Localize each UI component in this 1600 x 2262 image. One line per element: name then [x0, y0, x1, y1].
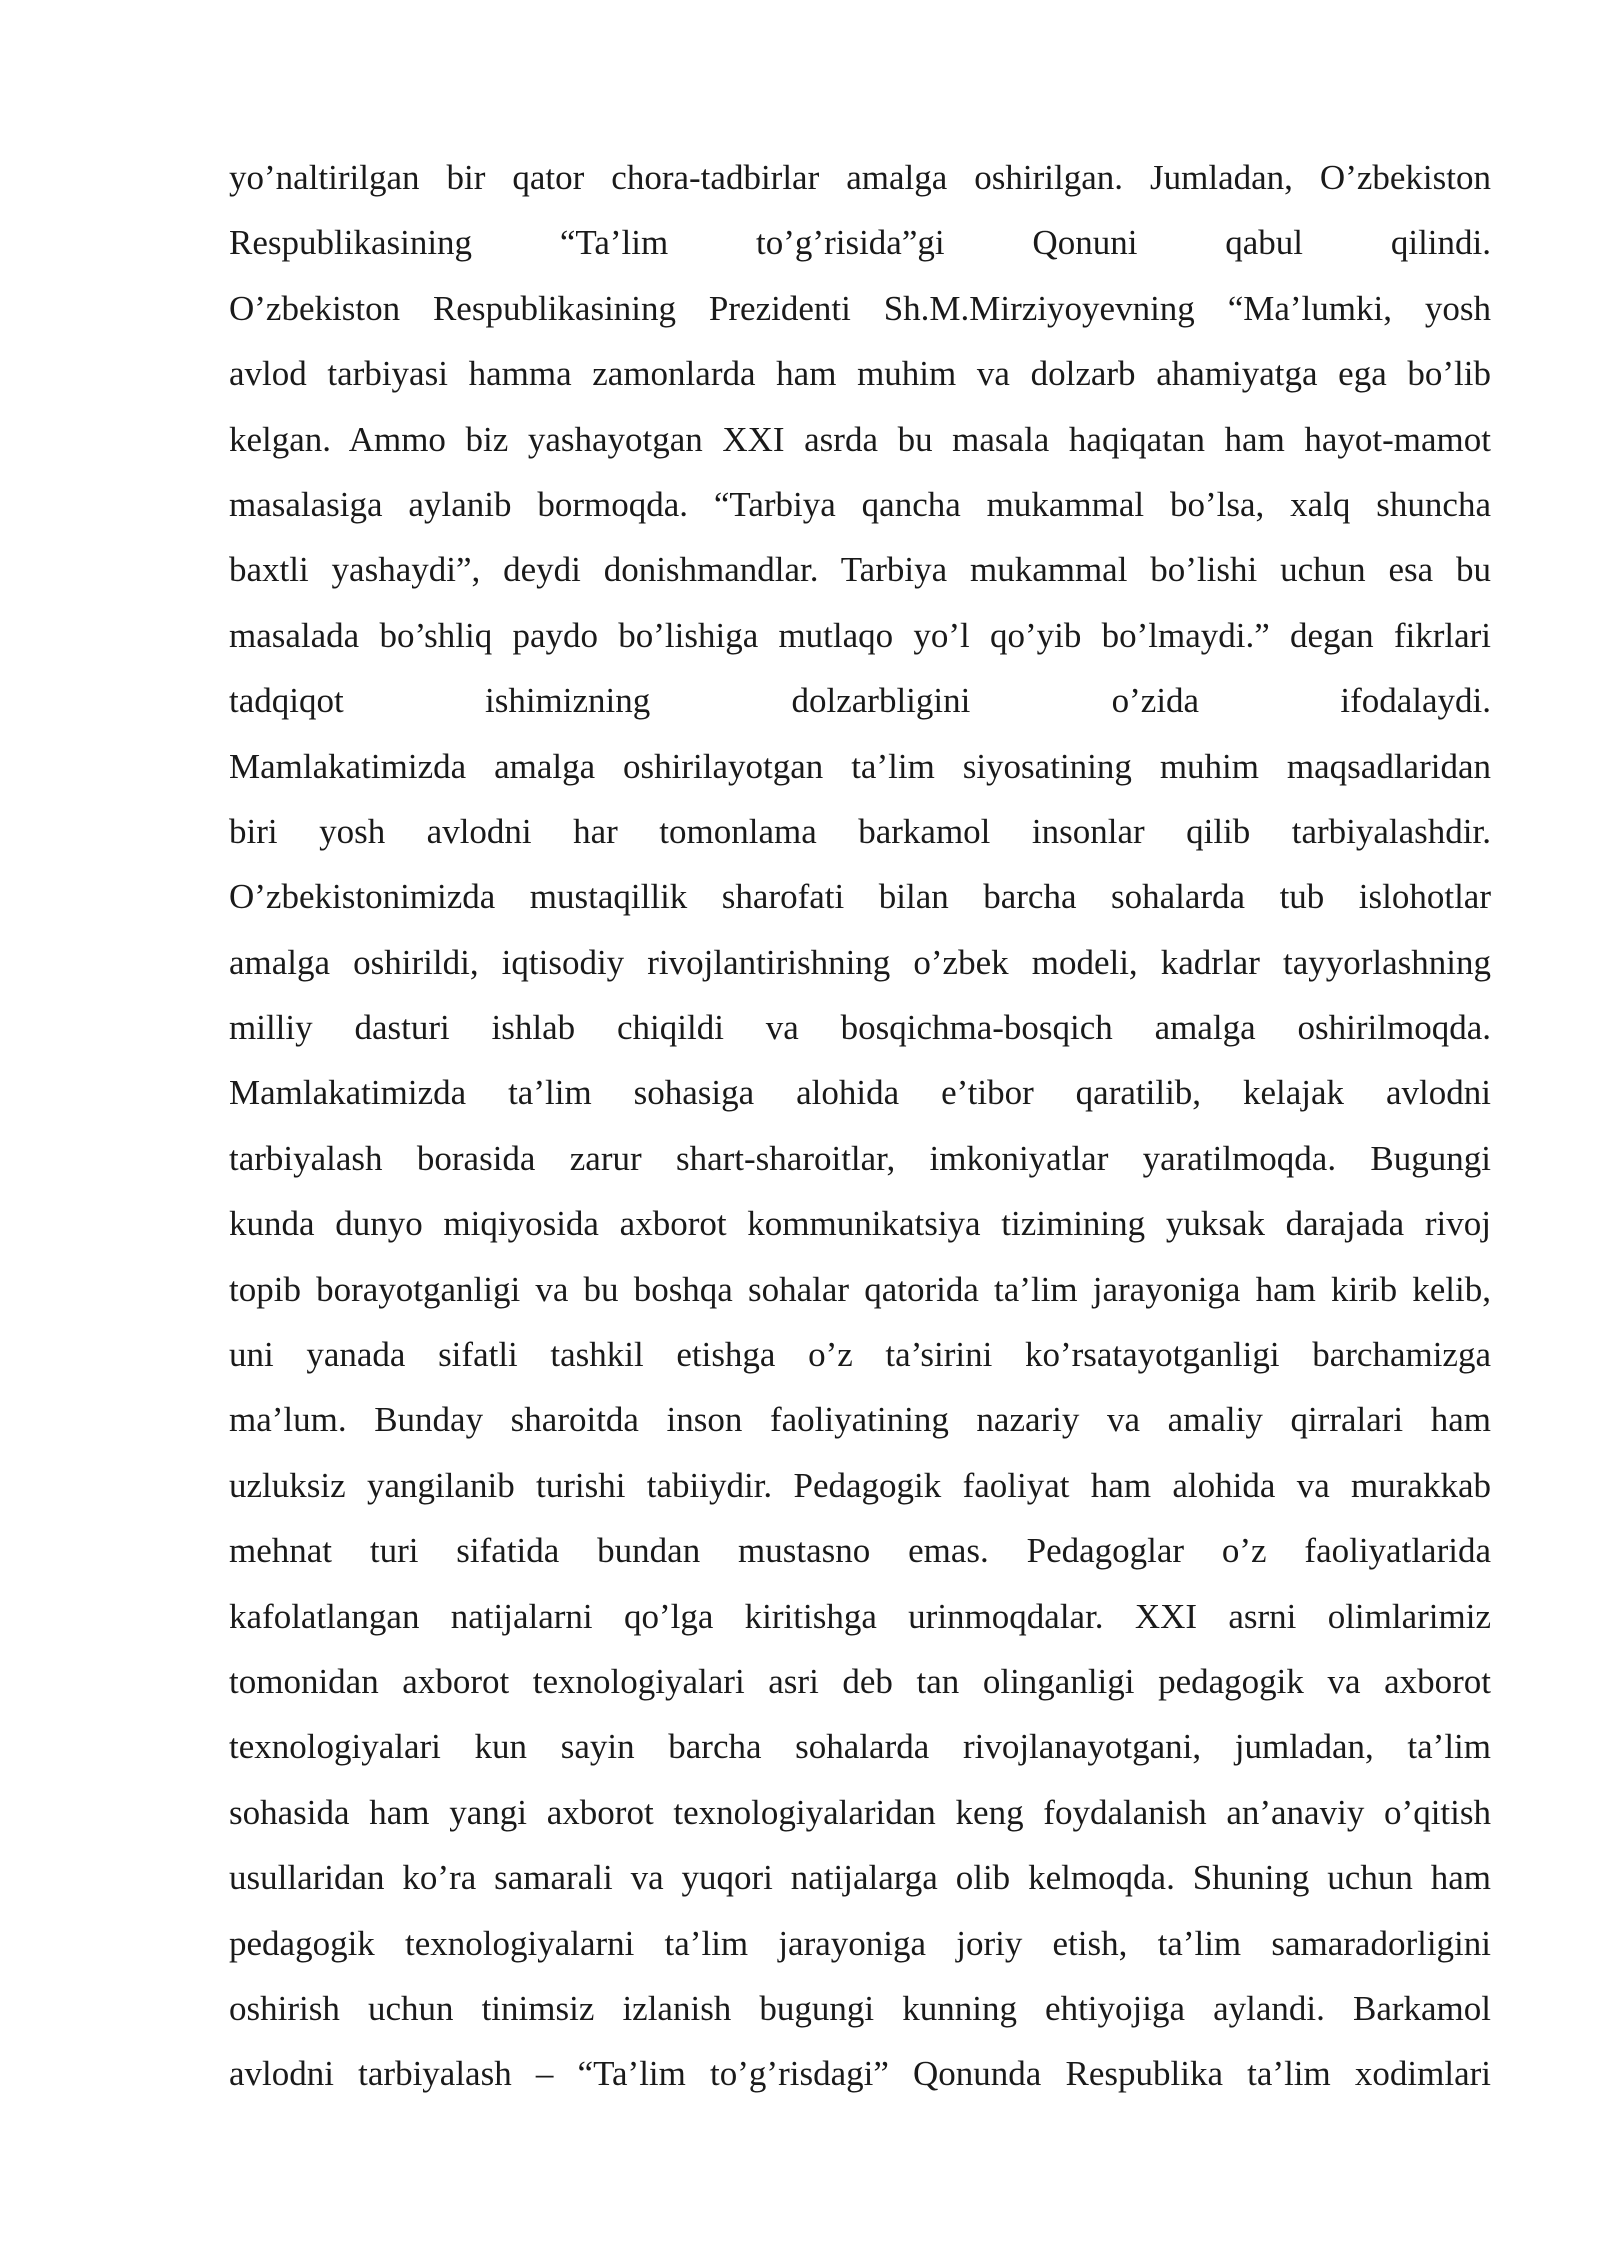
text-line: Mamlakatimizda ta’lim sohasiga alohida e’tibor qaratilib, kelajak avlodni [229, 1073, 1491, 1113]
text-line: avlod tarbiyasi hamma zamonlarda ham muhim va dolzarb ahamiyatga ega bo’lib [229, 354, 1491, 394]
document-body [229, 145, 1491, 2107]
text-line: ma’lum. Bunday sharoitda inson faoliyatining nazariy va amaliy qirralari ham [229, 1400, 1491, 1440]
text-line: tadqiqot ishimizning dolzarbligini o’zida ifodalaydi. [229, 681, 1491, 721]
text-line: kunda dunyo miqiyosida axborot kommunikatsiya tizimining yuksak darajada rivoj [229, 1204, 1491, 1244]
text-line: yo’naltirilgan bir qator chora-tadbirlar amalga oshirilgan. Jumladan, O’zbekiston [229, 158, 1491, 197]
text-line: oshirish uchun tinimsiz izlanish bugungi kunning ehtiyojiga aylandi. Barkamol [229, 1988, 1491, 2028]
text-line: tomonidan axborot texnologiyalari asri deb tan olinganligi pedagogik va axborot [229, 1661, 1491, 1701]
text-line: masalasiga aylanib bormoqda. “Tarbiya qancha mukammal bo’lsa, xalq shuncha [229, 484, 1491, 524]
text-line: masalada bo’shliq paydo bo’lishiga mutlaqo yo’l qo’yib bo’lmaydi.” degan fikrlari [229, 615, 1491, 655]
text-line: biri yosh avlodni har tomonlama barkamol insonlar qilib tarbiyalashdir. [229, 811, 1491, 851]
text-line: Mamlakatimizda amalga oshirilayotgan ta’lim siyosatining muhim maqsadlaridan [229, 746, 1491, 786]
text-line: kelgan. Ammo biz yashayotgan XXI asrda bu masala haqiqatan ham hayot-mamot [229, 419, 1491, 459]
text-line: usullaridan ko’ra samarali va yuqori natijalarga olib kelmoqda. Shuning uchun ham [229, 1858, 1491, 1898]
text-line: Respublikasining “Ta’lim to’g’risida”gi Qonuni qabul qilindi. [229, 223, 1491, 263]
text-line: pedagogik texnologiyalarni ta’lim jarayoniga joriy etish, ta’lim samaradorligini [229, 1923, 1491, 1963]
text-line: mehnat turi sifatida bundan mustasno emas. Pedagoglar o’z faoliyatlarida [229, 1531, 1491, 1571]
text-line: milliy dasturi ishlab chiqildi va bosqichma-bosqich amalga oshirilmoqda. [229, 1008, 1491, 1048]
text-line: topib borayotganligi va bu boshqa sohalar qatorida ta’lim jarayoniga ham kirib kelib, [229, 1269, 1491, 1309]
text-line: sohasida ham yangi axborot texnologiyalaridan keng foydalanish an’anaviy o’qitish [229, 1792, 1491, 1832]
text-line: O’zbekistonimizda mustaqillik sharofati bilan barcha sohalarda tub islohotlar [229, 877, 1491, 917]
text-line: baxtli yashaydi”, deydi donishmandlar. Tarbiya mukammal bo’lishi uchun esa bu [229, 550, 1491, 590]
text-line: uni yanada sifatli tashkil etishga o’z ta’sirini ko’rsatayotganligi barchamizga [229, 1335, 1491, 1375]
text-line: texnologiyalari kun sayin barcha sohalarda rivojlanayotgani, jumladan, ta’lim [229, 1727, 1491, 1767]
text-line: kafolatlangan natijalarni qo’lga kiritishga urinmoqdalar. XXI asrni olimlarimiz [229, 1596, 1491, 1636]
text-line: avlodni tarbiyalash – “Ta’lim to’g’risdagi” Qonunda Respublika ta’lim xodimlari [229, 2054, 1491, 2094]
text-line: tarbiyalash borasida zarur shart-sharoitlar, imkoniyatlar yaratilmoqda. Bugungi [229, 1138, 1491, 1178]
text-line: O’zbekiston Respublikasining Prezidenti Sh.M.Mirziyoyevning “Ma’lumki, yosh [229, 288, 1491, 328]
text-line: uzluksiz yangilanib turishi tabiiydir. Pedagogik faoliyat ham alohida va murakkab [229, 1465, 1491, 1505]
text-line: amalga oshirildi, iqtisodiy rivojlantirishning o’zbek modeli, kadrlar tayyorlashning [229, 942, 1491, 982]
